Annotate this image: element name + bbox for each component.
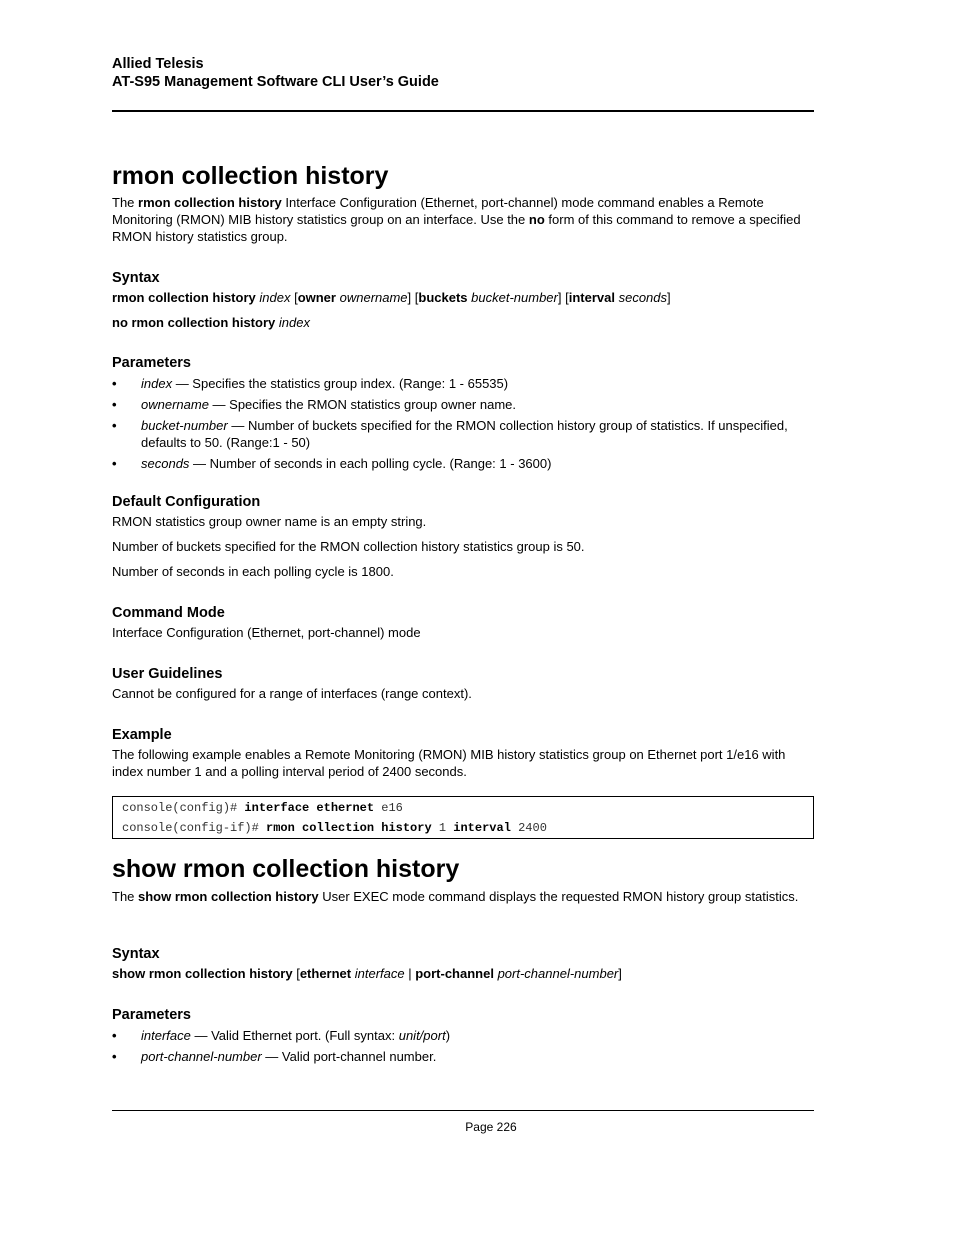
param-item: • interface — Valid Ethernet port. (Full syntax: unit/port) [112,1028,451,1043]
section-intro: The show rmon collection history User EXEC mode command displays the requested RMON history group statistics. [112,889,799,904]
section-title: rmon collection history [112,162,389,190]
param-item: • port-channel-number — Valid port-channel number. [112,1049,437,1064]
param-item: • ownername — Specifies the RMON statistics group owner name. [112,397,516,412]
syntax-line-no-form: no rmon collection history index [112,315,310,330]
param-item: • bucket-number — Number of buckets specified for the RMON collection history group of statistics. If unspecified, defaults to 50. (Range:1 - 50) [112,418,788,450]
code-line: console(config-if)# rmon collection history 1 interval 2400 [122,821,547,835]
default-config-block: Default Configuration RMON statistics group owner name is an empty string. Number of buckets specified for the RMON collection history statistics group is 50. Number of seconds in each polling cycle is 1800. [112,493,814,580]
syntax-block [112,945,814,982]
parameters-block [112,1006,814,1069]
example-block: Example The following example enables a Remote Monitoring (RMON) MIB history statistics group on Ethernet port 1/e16 with index number 1 and a polling interval period of 2400 seconds. [112,726,814,780]
parameters-block [112,354,814,476]
syntax-heading: Syntax [112,946,160,962]
syntax-line: rmon collection history index [owner ownername] [buckets bucket-number] [interval seconds] [112,290,671,305]
syntax-block [112,269,814,331]
param-item: • seconds — Number of seconds in each polling cycle. (Range: 1 - 3600) [112,456,552,471]
syntax-heading: Syntax [112,270,160,286]
parameters-heading: Parameters [112,355,191,371]
parameters-heading: Parameters [112,1007,191,1023]
footer-rule [112,1110,814,1111]
guide-title: AT-S95 Management Software CLI User’s Guide [112,74,439,90]
section-intro: The rmon collection history Interface Configuration (Ethernet, port-channel) mode command enables a Remote Monitoring (RMON) MIB history statistics group on an interface. Use the no form of this command to remove a specified RMON history statistics group. [112,195,801,244]
command-mode-block: Command Mode Interface Configuration (Ethernet, port-channel) mode [112,604,814,641]
example-heading: Example [112,727,172,743]
user-guidelines-heading: User Guidelines [112,666,223,682]
command-mode-heading: Command Mode [112,605,225,621]
page-number: Page 226 [465,1120,517,1134]
section-rmon-collection-history [112,161,814,191]
section-title: show rmon collection history [112,855,460,883]
company-name: Allied Telesis [112,56,204,72]
code-line: console(config)# interface ethernet e16 [122,801,403,815]
syntax-line: show rmon collection history [ethernet interface | port-channel port-channel-number] [112,966,622,981]
running-header [112,55,439,91]
code-example [112,796,814,839]
param-item: • index — Specifies the statistics group index. (Range: 1 - 65535) [112,376,509,391]
header-rule [112,110,814,112]
user-guidelines-block: User Guidelines Cannot be configured for a range of interfaces (range context). [112,665,814,702]
section-show-rmon-collection-history [112,854,814,884]
default-config-heading: Default Configuration [112,494,261,510]
